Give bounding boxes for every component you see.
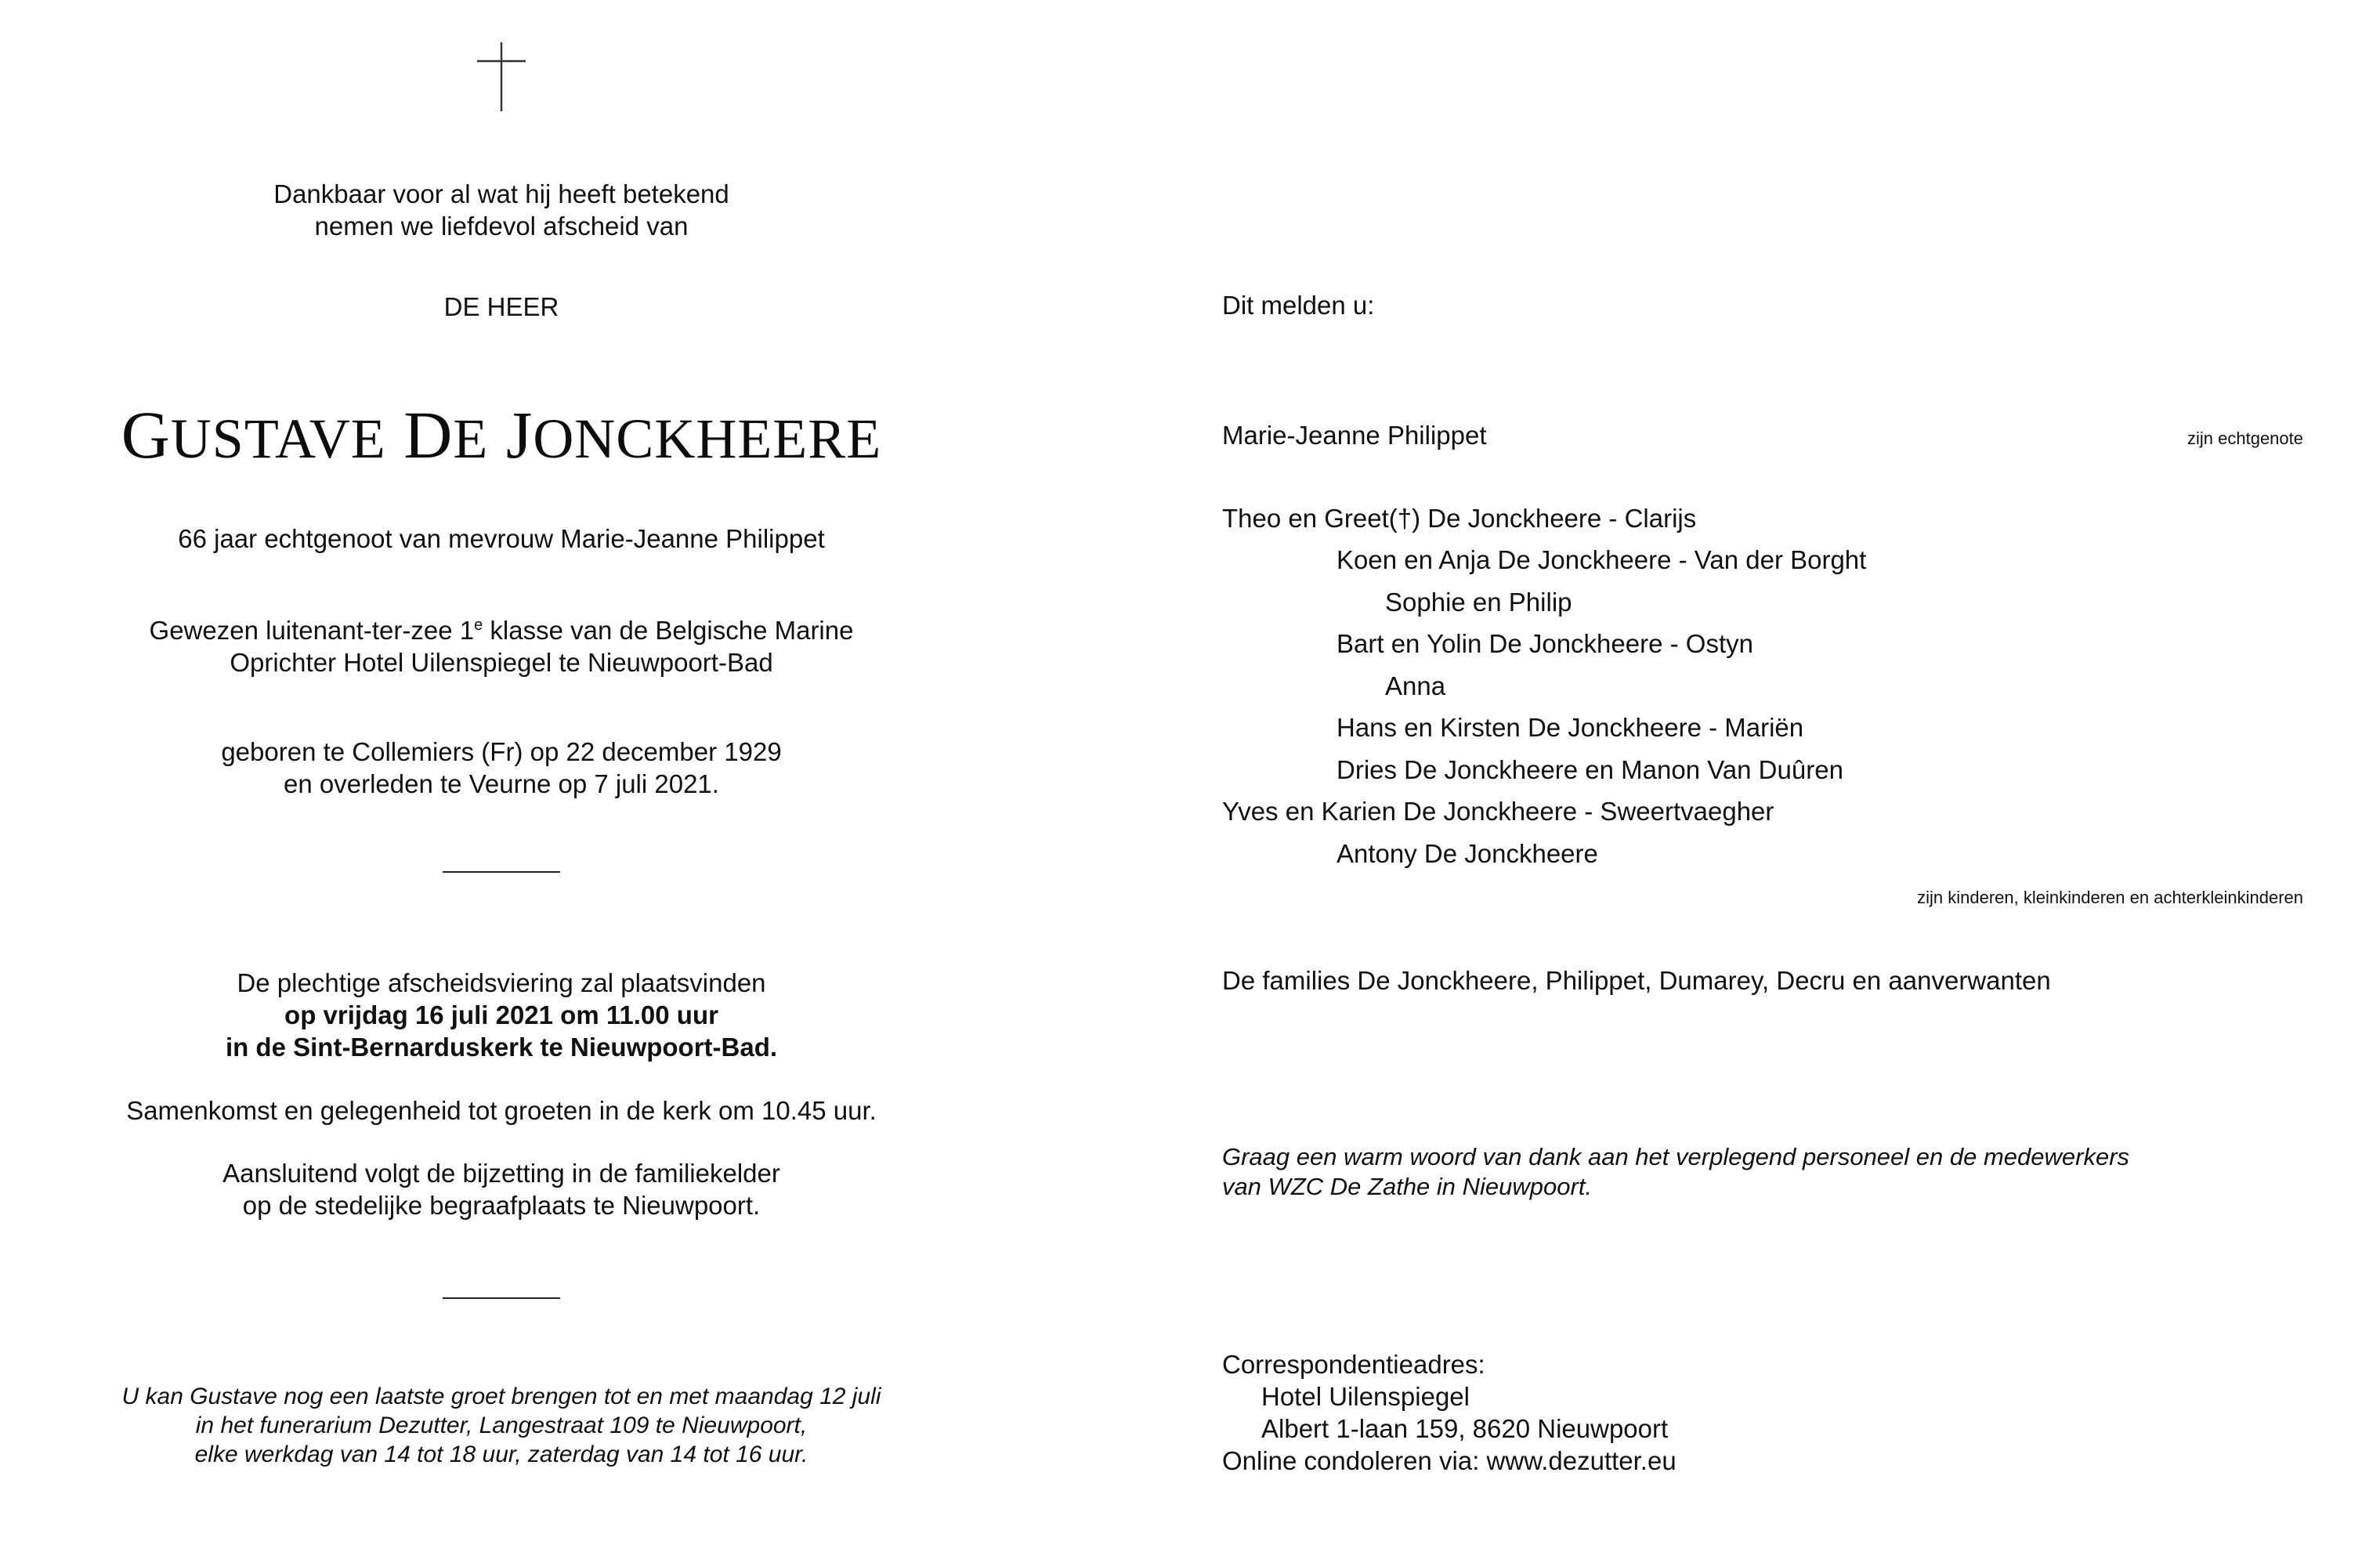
- career-text: [110, 615, 893, 679]
- name-initial: G: [121, 397, 171, 472]
- name-rest: E: [453, 407, 489, 470]
- gathering-info: Samenkomst en gelegenheid tot groeten in de kerk om 10.45 uur.: [126, 1096, 877, 1125]
- burial-info: [110, 1158, 893, 1222]
- family-member: Koen en Anja De Jonckheere - Van der Borght: [1336, 545, 1867, 574]
- address-line: Hotel Uilenspiegel: [1261, 1381, 1470, 1411]
- ceremony-line: De plechtige afscheidsviering zal plaatsvinden: [237, 968, 766, 997]
- spouse-line: 66 jaar echtgenoot van mevrouw Marie-Jeanne Philippet: [178, 524, 825, 553]
- family-member: Yves en Karien De Jonckheere - Sweertvaegher: [1222, 797, 1774, 826]
- name-rest: USTAVE: [170, 407, 386, 470]
- burial-line: op de stedelijke begraafplaats te Nieuwpoort.: [242, 1190, 761, 1220]
- intro-text: [110, 179, 893, 243]
- divider: [443, 1297, 560, 1299]
- visitation-info: [110, 1382, 893, 1470]
- career-text-pre: Gewezen luitenant-ter-zee 1: [149, 616, 475, 645]
- family-member: Bart en Yolin De Jonckheere - Ostyn: [1336, 629, 1753, 658]
- intro-line: Dankbaar voor al wat hij heeft betekend: [273, 179, 729, 208]
- name-rest: ONCKHEERE: [533, 407, 882, 470]
- spouse-name: Marie-Jeanne Philippet: [1222, 421, 1487, 450]
- visit-line: in het funerarium Dezutter, Langestraat 109 te Nieuwpoort,: [195, 1413, 808, 1439]
- family-member: Theo en Greet(†) De Jonckheere - Clarijs: [1222, 504, 1697, 533]
- address-label: Correspondentieadres:: [1222, 1350, 1485, 1379]
- left-page: [110, 0, 893, 1541]
- birth-line: geboren te Collemiers (Fr) op 22 december 1929: [221, 737, 782, 766]
- visit-line: U kan Gustave nog een laatste groet brengen tot en met maandag 12 juli: [121, 1384, 881, 1409]
- ceremony-location: in de Sint-Bernarduskerk te Nieuwpoort-Bad.: [225, 1032, 778, 1062]
- name-initial: J: [505, 397, 534, 472]
- cross-icon: [474, 41, 529, 113]
- ordinal-superscript: e: [474, 617, 483, 634]
- family-member: Sophie en Philip: [1385, 588, 1572, 617]
- family-role: zijn kinderen, kleinkinderen en achterkleinkinderen: [1917, 888, 2303, 907]
- spouse-role: zijn echtgenote: [2187, 429, 2303, 448]
- deceased-name: [110, 397, 893, 472]
- death-line: en overleden te Veurne op 7 juli 2021.: [284, 769, 719, 798]
- intro-line: nemen we liefdevol afscheid van: [314, 211, 689, 241]
- ceremony-info: [110, 968, 893, 1064]
- right-page: [1222, 0, 2303, 1541]
- ceremony-date: op vrijdag 16 juli 2021 om 11.00 uur: [284, 1000, 718, 1029]
- visit-line: elke werkdag van 14 tot 18 uur, zaterdag van 14 tot 16 uur.: [194, 1442, 808, 1468]
- divider: [443, 871, 560, 873]
- name-initial: D: [403, 397, 454, 472]
- career-text-post: klasse van de Belgische Marine: [483, 616, 854, 645]
- address-line: Albert 1-laan 159, 8620 Nieuwpoort: [1261, 1413, 1669, 1443]
- honorific-title: DE HEER: [443, 292, 559, 321]
- family-member: Hans en Kirsten De Jonckheere - Mariën: [1336, 713, 1804, 742]
- family-member: Antony De Jonckheere: [1336, 839, 1598, 868]
- life-dates: [110, 736, 893, 801]
- thanks-note: [1222, 1142, 2129, 1203]
- family-member: Anna: [1385, 671, 1446, 700]
- career-line-1: [110, 615, 893, 647]
- thanks-line: Graag een warm woord van dank aan het verplegend personeel en de medewerkers: [1222, 1143, 2130, 1170]
- thanks-line: van WZC De Zathe in Nieuwpoort.: [1222, 1173, 1593, 1201]
- online-condolence: Online condoleren via: www.dezutter.eu: [1222, 1445, 1676, 1475]
- family-member: Dries De Jonckheere en Manon Van Duûren: [1336, 755, 1843, 784]
- burial-line: Aansluitend volgt de bijzetting in de familiekelder: [222, 1159, 780, 1188]
- announce-heading: Dit melden u:: [1222, 291, 1375, 320]
- correspondence-address: [1222, 1349, 1676, 1478]
- extended-families: De families De Jonckheere, Philippet, Dumarey, Decru en aanverwanten: [1222, 966, 2051, 995]
- career-line-2: Oprichter Hotel Uilenspiegel te Nieuwpoort-Bad: [230, 647, 773, 677]
